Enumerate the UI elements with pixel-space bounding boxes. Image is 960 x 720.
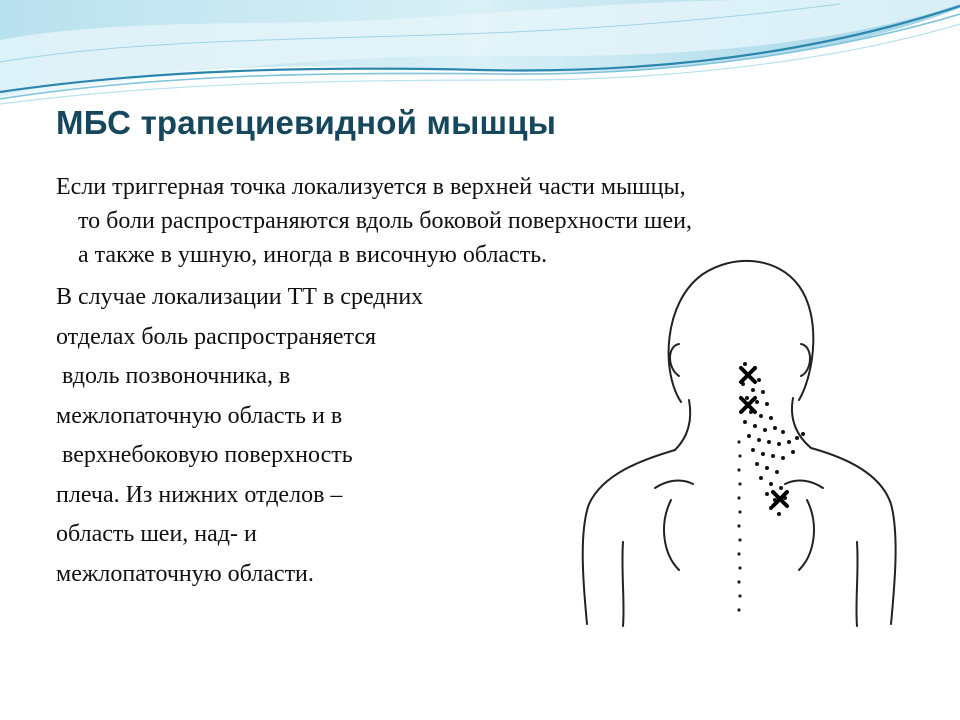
text-line: межлопаточную области.	[56, 560, 314, 587]
neck-back-pain-pattern-illustration	[563, 252, 915, 632]
decorative-wave-header	[0, 0, 960, 120]
text-line: вдоль позвоночника, в	[62, 363, 291, 389]
text-line: то боли распространяются вдоль боковой поверхности шеи,	[78, 208, 692, 234]
text-line: плеча. Из нижних отделов –	[56, 481, 343, 508]
text-line: межлопаточную область и в	[56, 402, 343, 429]
text-line: а также в ушную, иногда в височную область.	[78, 242, 548, 268]
text-line: верхнебоковую поверхность	[62, 442, 353, 468]
slide-title: МБС трапециевидной мышцы	[56, 104, 557, 141]
text-line: В случае локализации ТТ в средних	[56, 284, 424, 310]
text-line: область шеи, над- и	[56, 521, 257, 547]
text-line: Если триггерная точка локализуется в верхней части мышцы,	[56, 174, 686, 200]
text-line: отделах боль распространяется	[56, 323, 377, 350]
